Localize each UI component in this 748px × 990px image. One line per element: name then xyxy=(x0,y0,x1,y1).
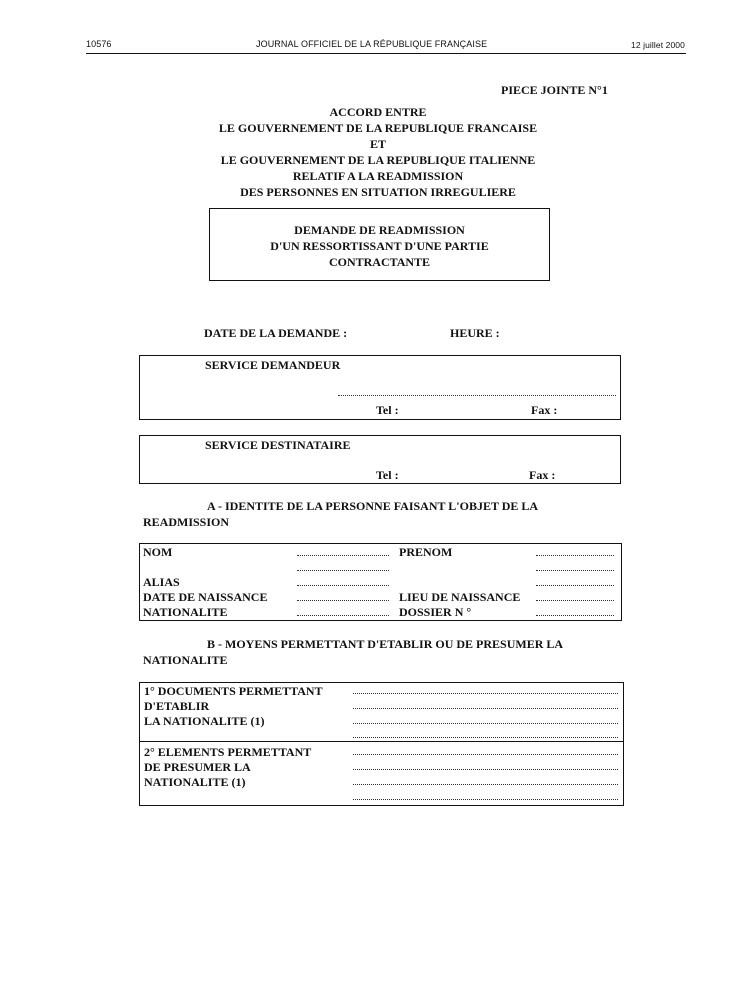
section-a-heading-cont: READMISSION xyxy=(143,515,230,529)
service-requester-dotted-line xyxy=(338,395,616,396)
alias-right-dotted-line xyxy=(536,585,614,586)
date-naissance-dotted-line xyxy=(297,600,389,601)
field-alias: ALIAS xyxy=(143,575,180,589)
nationalite-dotted-line xyxy=(297,615,389,616)
elements-dotted-line xyxy=(353,799,618,800)
title-line: ET xyxy=(369,137,386,151)
elements-line: 2° ELEMENTS PERMETTANT xyxy=(144,745,312,759)
elements-label xyxy=(144,745,311,790)
time-label: HEURE : xyxy=(450,326,500,340)
service-recipient-fax: Fax : xyxy=(529,468,556,482)
documents-dotted-line xyxy=(353,723,618,724)
documents-line: 1° DOCUMENTS PERMETTANT xyxy=(144,684,323,698)
header-rule xyxy=(86,53,686,54)
prenom-dotted-line xyxy=(536,555,614,556)
documents-dotted-line xyxy=(353,737,618,738)
field-lieu-naissance: LIEU DE NAISSANCE xyxy=(399,590,521,604)
lieu-naissance-dotted-line xyxy=(536,600,614,601)
field-nom: NOM xyxy=(143,545,173,559)
nationality-means-divider xyxy=(139,741,624,742)
documents-dotted-line xyxy=(353,693,618,694)
field-prenom: PRENOM xyxy=(399,545,453,559)
field-dossier: DOSSIER N ° xyxy=(399,605,472,619)
journal-title: JOURNAL OFFICIEL DE LA RÉPUBLIQUE FRANÇAISE xyxy=(256,39,488,49)
page-number: 10576 xyxy=(86,39,112,49)
service-requester-fax: Fax : xyxy=(531,403,558,417)
section-b-heading-cont: NATIONALITE xyxy=(143,653,228,667)
documents-line: D'ETABLIR xyxy=(144,699,210,713)
elements-dotted-line xyxy=(353,784,618,785)
dossier-dotted-line xyxy=(536,615,614,616)
service-recipient-label: SERVICE DESTINATAIRE xyxy=(205,438,351,452)
documents-label xyxy=(144,684,323,729)
date-label: DATE DE LA DEMANDE : xyxy=(204,326,348,340)
elements-dotted-line xyxy=(353,769,618,770)
issue-date: 12 juillet 2000 xyxy=(631,40,685,50)
documents-line: LA NATIONALITE (1) xyxy=(144,714,265,728)
request-line: D'UN RESSORTISSANT D'UNE PARTIE xyxy=(270,239,489,253)
elements-line: NATIONALITE (1) xyxy=(144,775,246,789)
service-requester-tel: Tel : xyxy=(376,403,399,417)
section-a-heading: A - IDENTITE DE LA PERSONNE FAISANT L'OBJET DE LA xyxy=(207,499,539,513)
field-nationalite: NATIONALITE xyxy=(143,605,228,619)
documents-dotted-line xyxy=(353,708,618,709)
service-recipient-tel: Tel : xyxy=(376,468,399,482)
nom-dotted-line xyxy=(297,555,389,556)
service-requester-label: SERVICE DEMANDEUR xyxy=(205,358,341,372)
field-date-naissance: DATE DE NAISSANCE xyxy=(143,590,268,604)
title-line: DES PERSONNES EN SITUATION IRREGULIERE xyxy=(240,185,516,199)
prenom-dotted-line-2 xyxy=(536,570,614,571)
elements-dotted-line xyxy=(353,754,618,755)
request-line: CONTRACTANTE xyxy=(328,255,431,269)
section-b-heading: B - MOYENS PERMETTANT D'ETABLIR OU DE PRESUMER LA xyxy=(207,637,564,651)
attachment-label: PIECE JOINTE N°1 xyxy=(501,83,608,97)
title-line: LE GOUVERNEMENT DE LA REPUBLIQUE FRANCAISE xyxy=(218,121,538,135)
elements-line: DE PRESUMER LA xyxy=(144,760,251,774)
title-line: LE GOUVERNEMENT DE LA REPUBLIQUE ITALIENNE xyxy=(220,153,536,167)
request-title-box xyxy=(209,208,550,281)
request-line: DEMANDE DE READMISSION xyxy=(294,223,465,237)
title-line: ACCORD ENTRE xyxy=(329,105,427,119)
alias-dotted-line xyxy=(297,585,389,586)
agreement-title xyxy=(178,104,578,200)
title-line: RELATIF A LA READMISSION xyxy=(292,169,464,183)
nom-dotted-line-2 xyxy=(297,570,389,571)
